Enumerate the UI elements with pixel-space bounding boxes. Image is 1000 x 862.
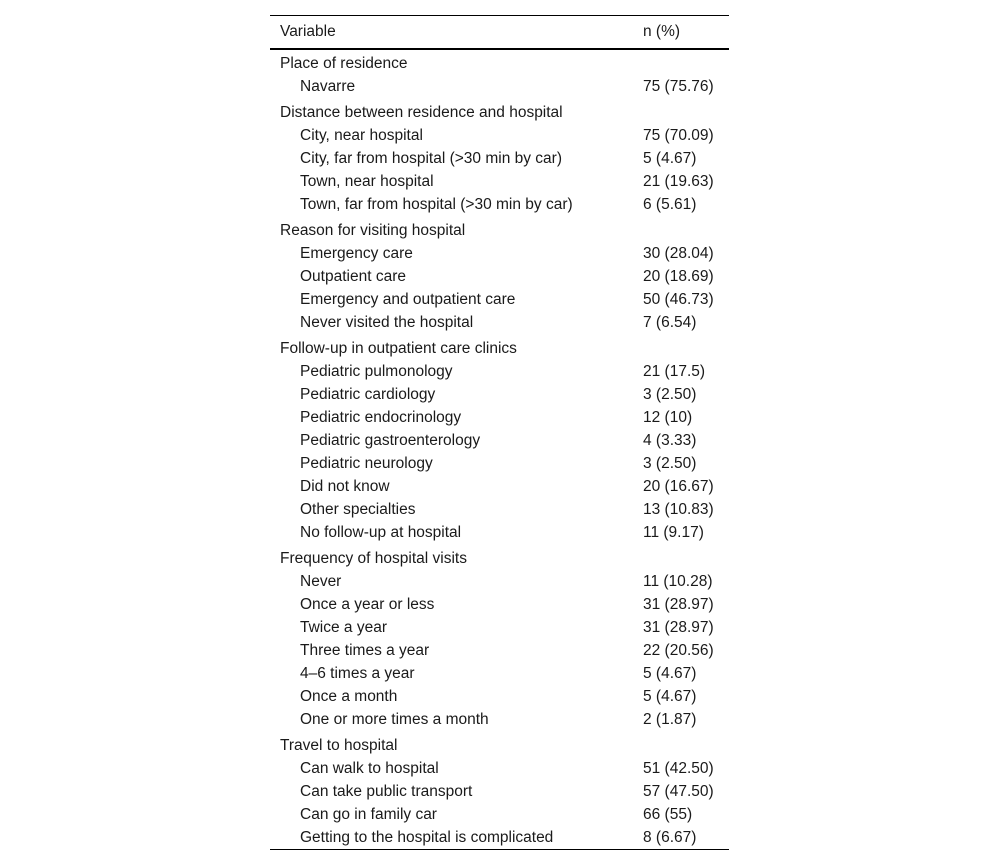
table-row [270, 498, 729, 521]
row-label: Can take public transport [300, 783, 473, 800]
row-value: 30 (28.04) [643, 245, 714, 262]
table-row [270, 826, 729, 849]
row-label: Pediatric cardiology [300, 386, 436, 403]
group-row [270, 544, 729, 570]
row-value: 5 (4.67) [643, 665, 697, 682]
header-row [270, 16, 729, 49]
group-label: Distance between residence and hospital [280, 103, 563, 121]
table-row [270, 265, 729, 288]
group-value-empty [643, 731, 729, 757]
group-row [270, 334, 729, 360]
row-value: 20 (16.67) [643, 478, 714, 495]
group-value-empty [643, 98, 729, 124]
table-row [270, 147, 729, 170]
row-value: 3 (2.50) [643, 386, 697, 403]
row-label: Can go in family car [300, 806, 437, 823]
row-value: 20 (18.69) [643, 268, 714, 285]
table-row [270, 757, 729, 780]
row-label: Pediatric gastroenterology [300, 432, 481, 449]
group-value-empty [643, 216, 729, 242]
data-table [270, 16, 729, 849]
header-variable: Variable [270, 16, 643, 49]
row-label: Did not know [300, 478, 390, 495]
row-value: 31 (28.97) [643, 596, 714, 613]
group-label: Travel to hospital [280, 736, 398, 754]
table-row [270, 521, 729, 544]
row-value: 11 (10.28) [643, 573, 713, 590]
row-value: 5 (4.67) [643, 150, 697, 167]
row-label: Pediatric endocrinology [300, 409, 462, 426]
row-label: 4–6 times a year [300, 665, 415, 682]
group-row [270, 731, 729, 757]
row-label: Getting to the hospital is complicated [300, 829, 554, 846]
row-label: No follow-up at hospital [300, 524, 462, 541]
row-value: 5 (4.67) [643, 688, 697, 705]
table-row [270, 311, 729, 334]
table-row [270, 803, 729, 826]
row-label: Three times a year [300, 642, 430, 659]
table-row [270, 708, 729, 731]
group-value-empty [643, 544, 729, 570]
row-value: 21 (17.5) [643, 363, 706, 380]
table-row [270, 780, 729, 803]
row-value: 11 (9.17) [643, 524, 704, 541]
table-row [270, 360, 729, 383]
row-label: Once a month [300, 688, 398, 705]
header-n-percent: n (%) [643, 16, 729, 49]
row-value: 7 (6.54) [643, 314, 697, 331]
row-label: Town, far from hospital (>30 min by car) [300, 196, 573, 213]
row-value: 12 (10) [643, 409, 693, 426]
table-row [270, 170, 729, 193]
row-value: 75 (70.09) [643, 127, 714, 144]
table-row [270, 242, 729, 265]
row-label: Never visited the hospital [300, 314, 474, 331]
row-label: Pediatric pulmonology [300, 363, 453, 380]
row-value: 31 (28.97) [643, 619, 714, 636]
row-label: Outpatient care [300, 268, 406, 285]
row-label: Emergency and outpatient care [300, 291, 516, 308]
table-row [270, 429, 729, 452]
row-value: 21 (19.63) [643, 173, 714, 190]
row-label: Pediatric neurology [300, 455, 433, 472]
row-label: Other specialties [300, 501, 416, 518]
table-row [270, 475, 729, 498]
row-value: 66 (55) [643, 806, 693, 823]
group-value-empty [643, 334, 729, 360]
row-label: Once a year or less [300, 596, 435, 613]
row-label: City, near hospital [300, 127, 423, 144]
table-body [270, 49, 729, 849]
row-value: 75 (75.76) [643, 78, 714, 95]
row-value: 22 (20.56) [643, 642, 714, 659]
table-row [270, 593, 729, 616]
group-label: Place of residence [280, 54, 408, 72]
row-label: Can walk to hospital [300, 760, 439, 777]
row-label: One or more times a month [300, 711, 489, 728]
table-row [270, 452, 729, 475]
group-value-empty [643, 49, 729, 75]
table-row [270, 639, 729, 662]
table-row [270, 662, 729, 685]
group-label: Follow-up in outpatient care clinics [280, 339, 517, 357]
row-value: 57 (47.50) [643, 783, 714, 800]
row-value: 51 (42.50) [643, 760, 714, 777]
row-label: Never [300, 573, 342, 590]
row-value: 8 (6.67) [643, 829, 697, 846]
row-value: 4 (3.33) [643, 432, 697, 449]
table-row [270, 406, 729, 429]
table-header [270, 16, 729, 49]
row-value: 6 (5.61) [643, 196, 697, 213]
table-row [270, 383, 729, 406]
row-value: 3 (2.50) [643, 455, 697, 472]
group-row [270, 98, 729, 124]
row-label: Navarre [300, 78, 356, 95]
row-label: City, far from hospital (>30 min by car) [300, 150, 563, 167]
table-row [270, 616, 729, 639]
row-label: Emergency care [300, 245, 413, 262]
row-label: Twice a year [300, 619, 388, 636]
table-row [270, 685, 729, 708]
row-value: 50 (46.73) [643, 291, 714, 308]
row-value: 2 (1.87) [643, 711, 697, 728]
table-row [270, 288, 729, 311]
group-label: Reason for visiting hospital [280, 221, 466, 239]
group-row [270, 216, 729, 242]
group-label: Frequency of hospital visits [280, 549, 467, 567]
data-table-container [270, 15, 729, 850]
table-row [270, 75, 729, 98]
group-row [270, 49, 729, 75]
table-row [270, 124, 729, 147]
table-row [270, 570, 729, 593]
row-label: Town, near hospital [300, 173, 434, 190]
row-value: 13 (10.83) [643, 501, 714, 518]
table-row [270, 193, 729, 216]
